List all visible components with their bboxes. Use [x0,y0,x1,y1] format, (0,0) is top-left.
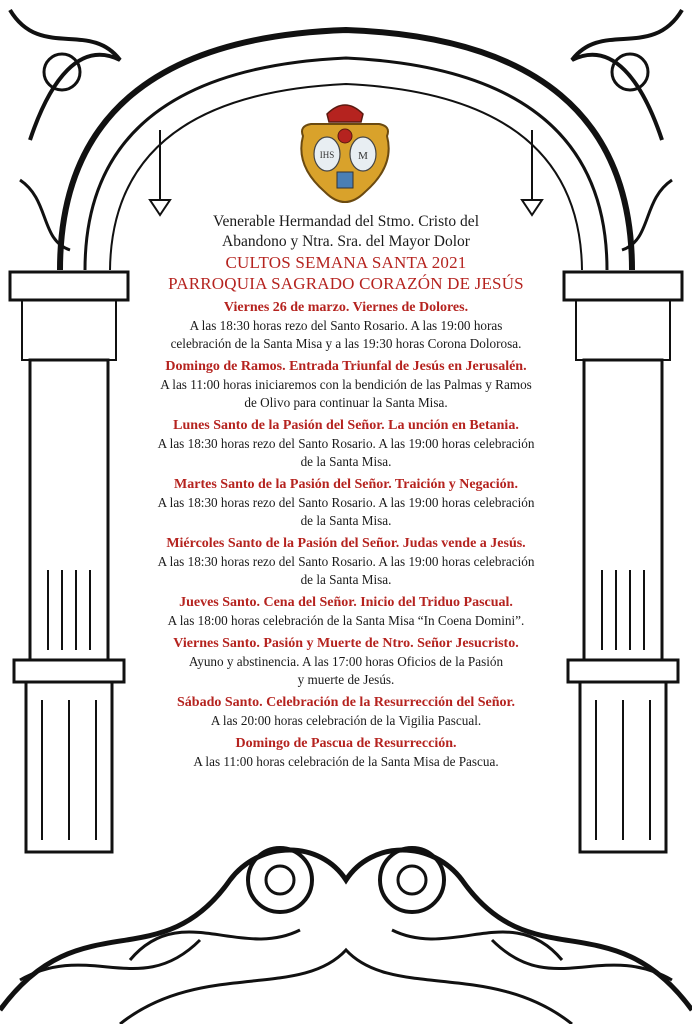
event-heading: Lunes Santo de la Pasión del Señor. La unción en Betania. [173,418,519,433]
event-item [108,735,584,771]
event-detail: A las 20:00 horas celebración de la Vigilia Pascual. [210,713,482,728]
event-heading: Domingo de Pascua de Resurrección. [235,736,457,751]
event-detail: de la Santa Misa. [300,572,392,587]
org-name-line2: Abandono y Ntra. Sra. del Mayor Dolor [222,233,470,250]
event-heading: Martes Santo de la Pasión del Señor. Traición y Negación. [174,477,518,492]
event-item [108,476,584,530]
event-item [108,635,584,689]
event-detail: de la Santa Misa. [300,454,392,469]
events-list [108,299,584,771]
event-heading: Miércoles Santo de la Pasión del Señor. Judas vende a Jesús. [166,536,526,551]
page-title-line1: CULTOS SEMANA SANTA 2021 [225,253,467,272]
brotherhood-crest [295,96,395,214]
event-item [108,358,584,412]
event-item [108,299,584,353]
event-detail: de la Santa Misa. [300,513,392,528]
page-title-line2: PARROQUIA SAGRADO CORAZÓN DE JESÚS [168,274,524,293]
event-item [108,417,584,471]
event-detail: A las 18:30 horas rezo del Santo Rosario. A las 19:00 horas [189,318,503,333]
org-name-line1: Venerable Hermandad del Stmo. Cristo del [212,213,479,230]
event-heading: Domingo de Ramos. Entrada Triunfal de Jesús en Jerusalén. [165,359,527,374]
event-item [108,535,584,589]
event-heading: Viernes Santo. Pasión y Muerte de Ntro. Señor Jesucristo. [173,636,519,651]
event-item [108,594,584,630]
event-item [108,694,584,730]
event-detail: de Olivo para continuar la Santa Misa. [244,395,448,410]
main-text [108,212,584,771]
event-detail: A las 18:30 horas rezo del Santo Rosario. A las 19:00 horas celebración [157,436,535,451]
event-heading: Jueves Santo. Cena del Señor. Inicio del Triduo Pascual. [179,595,513,610]
event-detail: A las 11:00 horas iniciaremos con la bendición de las Palmas y Ramos [160,377,532,392]
crest-m-label: M [358,150,368,162]
event-detail: A las 18:30 horas rezo del Santo Rosario. A las 19:00 horas celebración [157,495,535,510]
event-detail: A las 11:00 horas celebración de la Santa Misa de Pascua. [193,754,499,769]
event-detail: y muerte de Jesús. [297,672,395,687]
event-heading: Viernes 26 de marzo. Viernes de Dolores. [223,300,469,315]
event-detail: A las 18:00 horas celebración de la Santa Misa “In Coena Domini”. [167,613,525,628]
event-detail: A las 18:30 horas rezo del Santo Rosario. A las 19:00 horas celebración [157,554,535,569]
event-detail: Ayuno y abstinencia. A las 17:00 horas Oficios de la Pasión [188,654,504,669]
event-heading: Sábado Santo. Celebración de la Resurrección del Señor. [177,695,515,710]
event-detail: celebración de la Santa Misa y a las 19:30 horas Corona Dolorosa. [170,336,522,351]
crest-ihs-label: IHS [319,150,335,160]
